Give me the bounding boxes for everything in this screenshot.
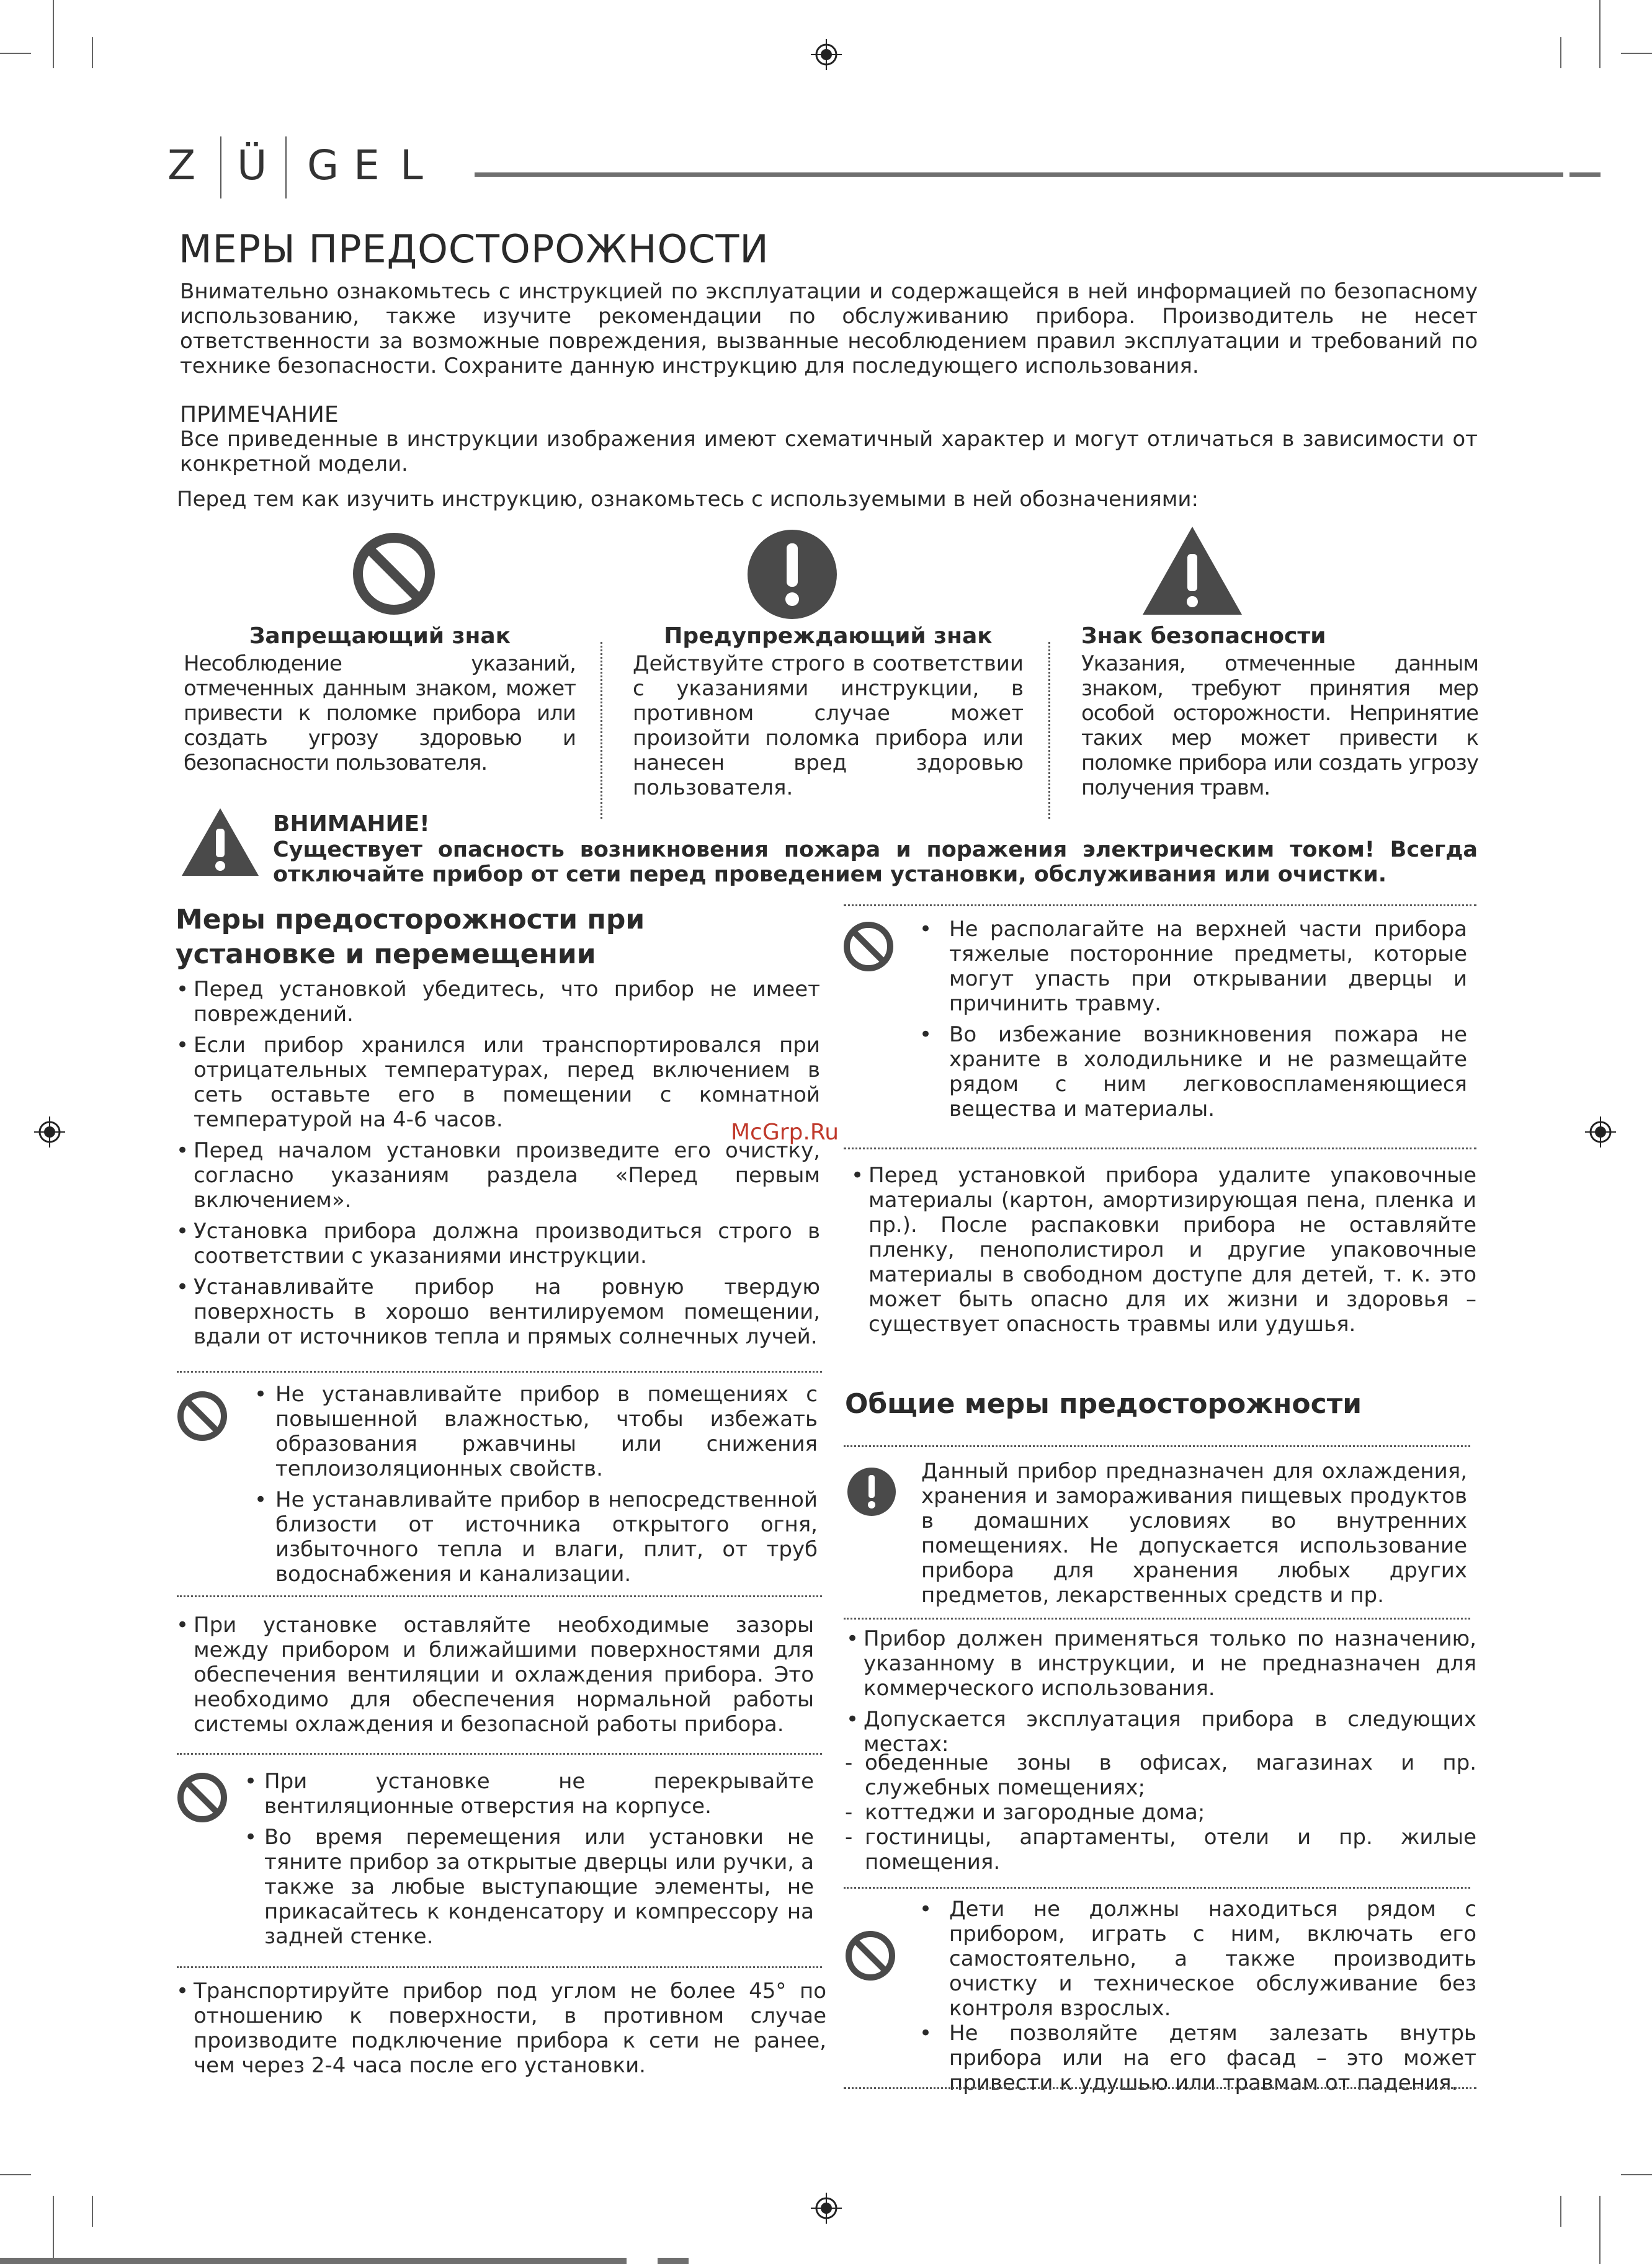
crop-mark: [1599, 2196, 1601, 2264]
warning-title: ВНИМАНИЕ!: [273, 811, 430, 837]
crop-mark: [53, 2196, 54, 2264]
installation-list: [175, 977, 820, 1355]
purpose-text: Данный прибор предназначен для охлаждения, хранения и замораживания пищевых продуктов в домашних условиях во внутренних помещениях. Не допускается использование прибора для хранения любых других предметов, лекарственных средств и пр.: [921, 1459, 1467, 1608]
places-list: [845, 1750, 1476, 1874]
note-text: Все приведенные в инструкции изображения имеют схематичный характер и могут отличаться в зависимости от конкретной модели.: [180, 427, 1478, 476]
list-item: • Транспортируйте прибор под углом не более 45° по отношению к поверхности, в противном случае производите подключение прибора к сети не ранее, чем через 2-4 часа после его установки.: [175, 1979, 826, 2078]
exclamation-circle-icon: [847, 1467, 896, 1517]
brand-divider: [220, 136, 221, 198]
list-item: • Допускается эксплуатация прибора в следующих местах:: [845, 1707, 1476, 1757]
prohibition-list: [253, 1382, 818, 1593]
list-item: • Не располагайте на верхней части прибора тяжелые посторонние предметы, которые могут упасть при открывании дверцы и причинить травму.: [918, 917, 1467, 1016]
crop-mark: [1560, 2196, 1561, 2227]
crop-mark: [0, 2174, 31, 2175]
sign-title: Предупреждающий знак: [664, 623, 993, 649]
prohibition-icon: [350, 530, 437, 617]
column-divider: [1048, 642, 1050, 819]
sign-title: Запрещающий знак: [249, 623, 511, 649]
crop-mark: [1621, 53, 1652, 54]
list-item: • Устанавливайте прибор на ровную твердую поверхность в хорошо вентилируемом помещении, вдали от источников тепла и прямых солнечных лучей.: [175, 1275, 820, 1349]
list-item: • Перед началом установки произведите его очистку, согласно указаниям раздела «Перед первым включением».: [175, 1138, 820, 1213]
intro-paragraph: Внимательно ознакомьтесь с инструкцией по эксплуатации и содержащейся в ней информацией по безопасному использованию, также изучите рекомендации по обслуживанию прибора. Производитель не несет ответственности за возможные повреждения, вызванные несоблюдением правил эксплуатации и требований по технике безопасности. Сохраните данную инструкцию для последующего использования.: [180, 279, 1478, 378]
section-divider: [844, 904, 1476, 906]
warning-triangle-icon: [1140, 524, 1244, 617]
crop-mark: [1560, 37, 1561, 68]
brand-letter: E: [354, 141, 380, 189]
brand-divider: [285, 136, 287, 198]
sign-text: Несоблюдение указаний, отмеченных данным знаком, может привести к поломке прибора или создать угрозу здоровью и безопасности пользователя.: [184, 651, 576, 775]
brand-letter: Z: [167, 141, 196, 189]
page-title: МЕРЫ ПРЕДОСТОРОЖНОСТИ: [179, 226, 769, 272]
list-item: • При установке оставляйте необходимые зазоры между прибором и ближайшими поверхностями для обеспечения вентиляции и охлаждения прибора. Это необходимо для обеспечения нормальной работы системы охлаждения и безопасной работы прибора.: [175, 1613, 814, 1737]
section-divider: [844, 1887, 1470, 1889]
section-divider: [177, 1966, 822, 1968]
installation-list: [175, 1613, 814, 1743]
list-item: - коттеджи и загородные дома;: [845, 1800, 1476, 1825]
prohibition-icon: [176, 1771, 229, 1824]
crop-mark: [53, 0, 54, 68]
list-item: • Прибор должен применяться только по назначению, указанному в инструкции, и не предназначен для коммерческого использования.: [845, 1626, 1476, 1701]
list-item: • Не устанавливайте прибор в помещениях с повышенной влажностью, чтобы избежать образования ржавчины или снижения теплоизоляционных свойств.: [253, 1382, 818, 1481]
list-item: - обеденные зоны в офисах, магазинах и пр. служебных помещениях;: [845, 1750, 1476, 1800]
list-item: • Во время перемещения или установки не тяните прибор за открытые дверцы или ручки, а также за любые выступающие элементы, не прикасайтесь к конденсатору и компрессору на задней стенке.: [243, 1825, 814, 1949]
note-heading: ПРИМЕЧАНИЕ: [180, 402, 339, 427]
footer-rule-end: [658, 2258, 689, 2264]
header-rule-end: [1569, 172, 1601, 177]
crop-mark: [1621, 2174, 1652, 2175]
section-heading: Общие меры предосторожности: [845, 1388, 1362, 1420]
list-item: • Перед установкой прибора удалите упаковочные материалы (картон, амортизирующая пена, пленка и пр.). После распаковки прибора не оставляйте пленку, пенополистирол и другие упаковочные материалы в свободном доступе для детей, т. к. это может быть опасно для их жизни и здоровья – существует опасность травмы или удушья.: [850, 1163, 1476, 1337]
list-item: • Дети не должны находиться рядом с прибором, играть с ним, включать его самостоятельно, а также производить очистку и техническое обслуживание без контроля взрослых.: [918, 1897, 1476, 2021]
brand-letter: Ü: [237, 141, 267, 189]
brand-letter: L: [400, 141, 423, 189]
registration-mark-icon: [811, 2193, 842, 2224]
list-item: • При установке не перекрывайте вентиляционные отверстия на корпусе.: [243, 1769, 814, 1819]
sign-text: Указания, отмеченные данным знаком, требуют принятия мер особой осторожности. Непринятие таких мер может привести к поломке прибора или создать угрозу получения травм.: [1081, 651, 1478, 800]
crop-mark: [92, 2196, 93, 2227]
section-divider: [177, 1595, 822, 1597]
brand-letter: G: [307, 141, 339, 189]
prohibition-icon: [842, 920, 895, 973]
section-divider: [844, 1148, 1476, 1149]
section-divider: [177, 1371, 822, 1373]
section-heading: Меры предосторожности при установке и перемещении: [176, 904, 645, 970]
prohibition-icon: [176, 1389, 229, 1443]
list-item: • Перед установкой убедитесь, что прибор не имеет повреждений.: [175, 977, 820, 1027]
packaging-list: [850, 1163, 1476, 1343]
usage-list: [845, 1626, 1476, 1757]
registration-mark-icon: [811, 39, 842, 70]
warning-text: Существует опасность возникновения пожара и поражения электрическим током! Всегда отключайте прибор от сети перед проведением установки, обслуживания или очистки.: [273, 837, 1478, 887]
crop-mark: [1599, 0, 1601, 68]
registration-mark-icon: [1585, 1116, 1616, 1148]
warning-triangle-icon: [180, 806, 261, 878]
list-item: • Во избежание возникновения пожара не храните в холодильнике и не размещайте рядом с ним легковоспламеняющиеся вещества и материалы.: [918, 1022, 1467, 1121]
prohibition-list: [918, 917, 1467, 1128]
registration-mark-icon: [34, 1116, 65, 1148]
footer-rule: [0, 2258, 627, 2264]
legend-intro: Перед тем как изучить инструкцию, ознакомьтесь с используемыми в ней обозначениями:: [177, 487, 1199, 512]
section-divider: [844, 1445, 1470, 1447]
list-item: • Не позволяйте детям залезать внутрь прибора или на его фасад – это может привести к удушью или травмам от падения.: [918, 2021, 1476, 2095]
list-item: - гостиницы, апартаменты, отели и пр. жилые помещения.: [845, 1825, 1476, 1874]
exclamation-circle-icon: [746, 528, 838, 620]
sign-text: Действуйте строго в соответствии с указаниями инструкции, в противном случае может произойти поломка прибора или нанесен вред здоровью пользователя.: [633, 651, 1024, 800]
prohibition-icon: [844, 1929, 897, 1982]
section-divider: [844, 1618, 1470, 1620]
list-item: • Не устанавливайте прибор в непосредственной близости от источника открытого огня, избыточного тепла и влаги, плит, от труб водоснабжения и канализации.: [253, 1487, 818, 1587]
brand-logo: [167, 136, 447, 198]
list-item: • Установка прибора должна производиться строго в соответствии с указаниями инструкции.: [175, 1219, 820, 1268]
column-divider: [601, 642, 602, 819]
header-rule: [475, 172, 1563, 177]
crop-mark: [92, 37, 93, 68]
watermark: McGrp.Ru: [731, 1120, 839, 1145]
list-item: • Если прибор хранился или транспортировался при отрицательных температурах, перед включением в сеть оставьте его в помещении с комнатной температурой на 4-6 часов.: [175, 1033, 820, 1132]
section-divider: [177, 1753, 822, 1755]
transport-list: [175, 1979, 826, 2084]
section-divider: [844, 2087, 1476, 2089]
prohibition-list: [243, 1769, 814, 1955]
prohibition-list: [918, 1897, 1476, 2101]
sign-title: Знак безопасности: [1081, 623, 1326, 649]
crop-mark: [0, 53, 31, 54]
